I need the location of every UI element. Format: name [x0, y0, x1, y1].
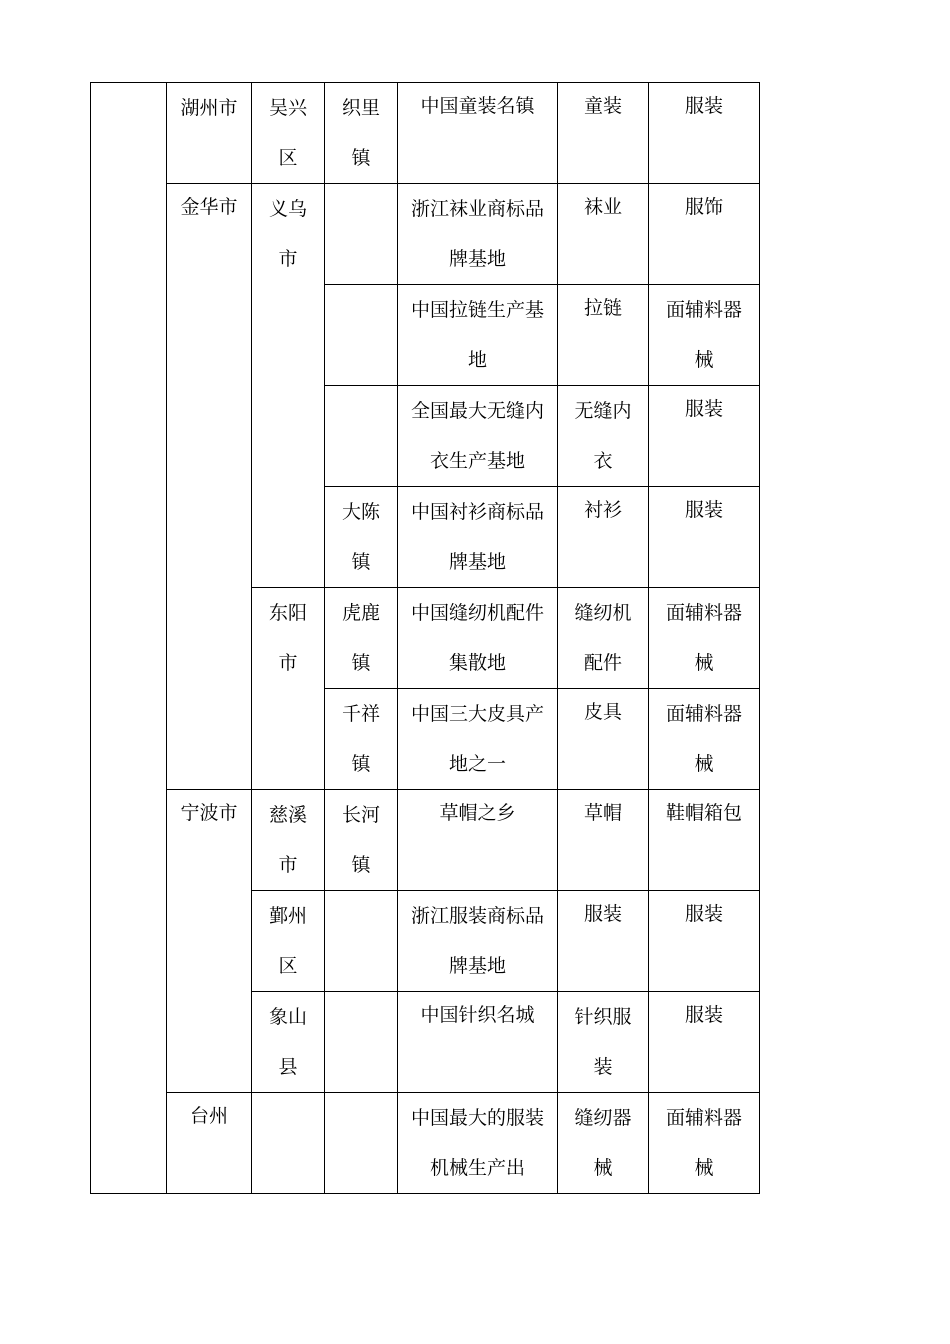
category-cell: 面辅料器械 — [649, 588, 760, 689]
product-cell: 缝纫机配件 — [558, 588, 649, 689]
town-cell: 织里镇 — [325, 83, 398, 184]
category-cell: 面辅料器械 — [649, 1093, 760, 1194]
district-cell: 义乌市 — [252, 184, 325, 588]
town-cell — [325, 891, 398, 992]
category-cell: 服装 — [649, 83, 760, 184]
town-cell: 千祥镇 — [325, 689, 398, 790]
product-cell: 无缝内衣 — [558, 386, 649, 487]
town-cell — [325, 1093, 398, 1194]
town-cell — [325, 184, 398, 285]
table-row — [91, 184, 760, 285]
industry-cluster-table — [90, 82, 760, 1194]
district-cell: 象山县 — [252, 992, 325, 1093]
category-cell: 服装 — [649, 487, 760, 588]
product-cell: 服装 — [558, 891, 649, 992]
province-cell — [91, 83, 167, 1194]
town-cell: 虎鹿镇 — [325, 588, 398, 689]
table-row — [91, 790, 760, 891]
product-cell: 针织服装 — [558, 992, 649, 1093]
city-cell: 台州 — [167, 1093, 252, 1194]
title-cell: 中国缝纫机配件集散地 — [398, 588, 558, 689]
category-cell: 面辅料器械 — [649, 285, 760, 386]
district-cell: 吴兴区 — [252, 83, 325, 184]
town-cell: 大陈镇 — [325, 487, 398, 588]
title-cell: 中国针织名城 — [398, 992, 558, 1093]
table-row — [91, 1093, 760, 1194]
title-cell: 浙江服装商标品牌基地 — [398, 891, 558, 992]
city-cell: 宁波市 — [167, 790, 252, 1093]
town-cell: 长河镇 — [325, 790, 398, 891]
title-cell: 浙江袜业商标品牌基地 — [398, 184, 558, 285]
title-cell: 中国拉链生产基地 — [398, 285, 558, 386]
city-cell: 金华市 — [167, 184, 252, 790]
table-row — [91, 83, 760, 184]
product-cell: 缝纫器械 — [558, 1093, 649, 1194]
product-cell: 皮具 — [558, 689, 649, 790]
district-cell — [252, 1093, 325, 1194]
town-cell — [325, 386, 398, 487]
town-cell — [325, 992, 398, 1093]
title-cell: 中国衬衫商标品牌基地 — [398, 487, 558, 588]
title-cell: 草帽之乡 — [398, 790, 558, 891]
product-cell: 拉链 — [558, 285, 649, 386]
category-cell: 服装 — [649, 891, 760, 992]
product-cell: 袜业 — [558, 184, 649, 285]
town-cell — [325, 285, 398, 386]
category-cell: 服装 — [649, 386, 760, 487]
product-cell: 草帽 — [558, 790, 649, 891]
district-cell: 东阳市 — [252, 588, 325, 790]
title-cell: 全国最大无缝内衣生产基地 — [398, 386, 558, 487]
category-cell: 服饰 — [649, 184, 760, 285]
category-cell: 面辅料器械 — [649, 689, 760, 790]
product-cell: 童装 — [558, 83, 649, 184]
title-cell: 中国三大皮具产地之一 — [398, 689, 558, 790]
title-cell: 中国童装名镇 — [398, 83, 558, 184]
title-cell: 中国最大的服装机械生产出 — [398, 1093, 558, 1194]
district-cell: 鄞州区 — [252, 891, 325, 992]
category-cell: 鞋帽箱包 — [649, 790, 760, 891]
category-cell: 服装 — [649, 992, 760, 1093]
product-cell: 衬衫 — [558, 487, 649, 588]
city-cell: 湖州市 — [167, 83, 252, 184]
district-cell: 慈溪市 — [252, 790, 325, 891]
